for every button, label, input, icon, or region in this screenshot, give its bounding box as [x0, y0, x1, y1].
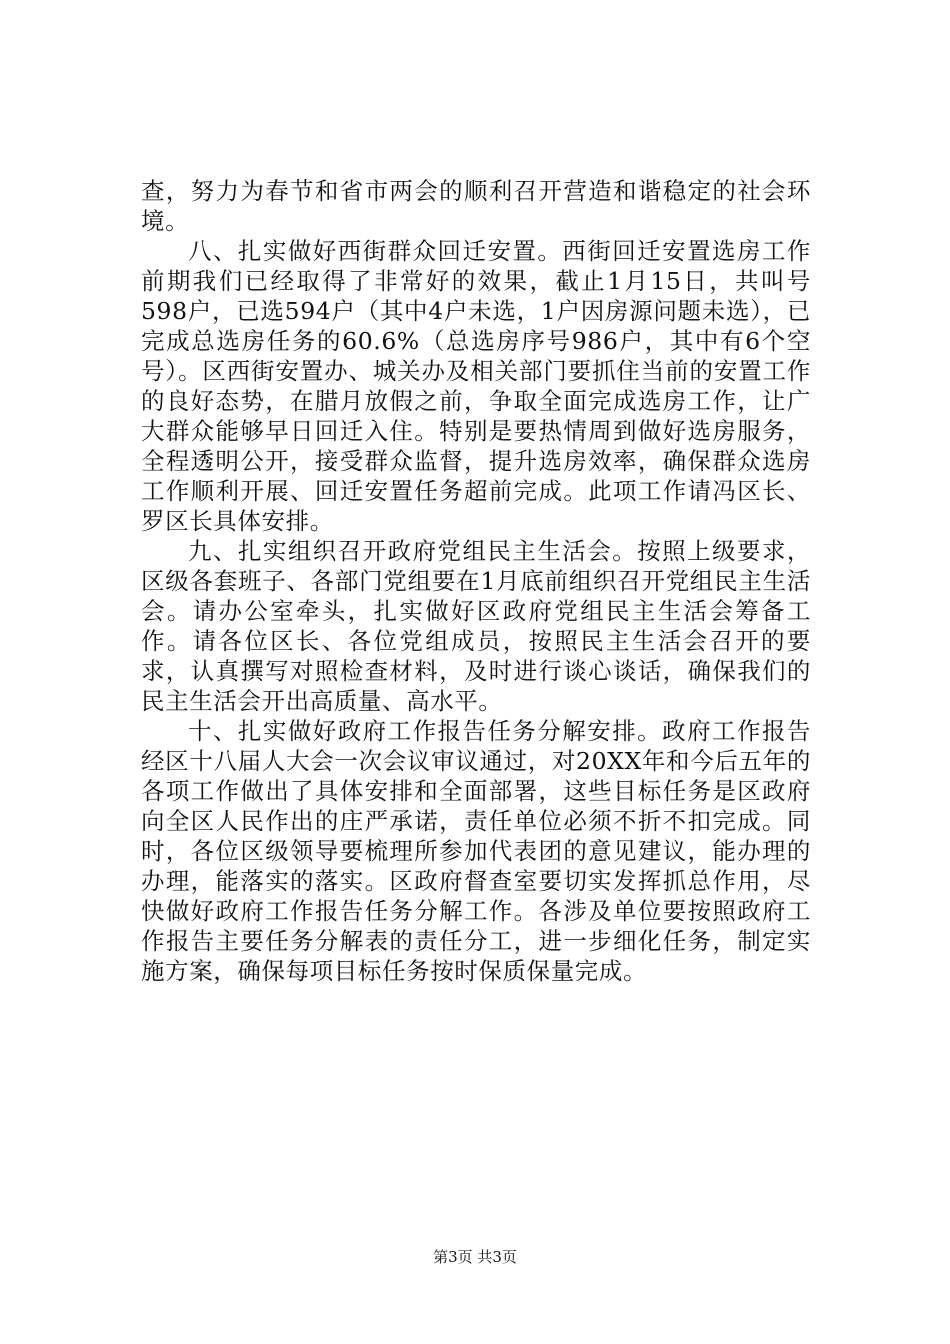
document-body	[141, 176, 811, 986]
paragraph-item-10: 十、扎实做好政府工作报告任务分解安排。政府工作报告经区十八届人大会一次会议审议通过，对20XX年和今后五年的各项工作做出了具体安排和全面部署，这些目标任务是区政府向全区人民作出的庄严承诺，责任单位必须不折不扣完成。同时，各位区级领导要梳理所参加代表团的意见建议，能办理的办理，能落实的落实。区政府督查室要切实发挥抓总作用，尽快做好政府工作报告任务分解工作。各涉及单位要按照政府工作报告主要任务分解表的责任分工，进一步细化任务，制定实施方案，确保每项目标任务按时保质保量完成。	[141, 717, 811, 985]
page-number-footer: 第3页 共3页	[433, 1248, 517, 1266]
paragraph-item-9: 九、扎实组织召开政府党组民主生活会。按照上级要求，区级各套班子、各部门党组要在1月底前组织召开党组民主生活会。请办公室牵头，扎实做好区政府党组民主生活会筹备工作。请各位区长、各位党组成员，按照民主生活会召开的要求，认真撰写对照检查材料，及时进行谈心谈话，确保我们的民主生活会开出高质量、高水平。	[141, 537, 811, 715]
paragraph-continuation: 查，努力为春节和省市两会的顺利召开营造和谐稳定的社会环境。	[141, 177, 811, 235]
paragraph-item-8: 八、扎实做好西街群众回迁安置。西街回迁安置选房工作前期我们已经取得了非常好的效果，截止1月15日，共叫号598户，已选594户（其中4户未选，1户因房源问题未选），已完成总选房任务的60.6%（总选房序号986户，其中有6个空号）。区西街安置办、城关办及相关部门要抓住当前的安置工作的良好态势，在腊月放假之前，争取全面完成选房工作，让广大群众能够早日回迁入住。特别是要热情周到做好选房服务，全程透明公开，接受群众监督，提升选房效率，确保群众选房工作顺利开展、回迁安置任务超前完成。此项工作请冯区长、罗区长具体安排。	[141, 237, 811, 535]
